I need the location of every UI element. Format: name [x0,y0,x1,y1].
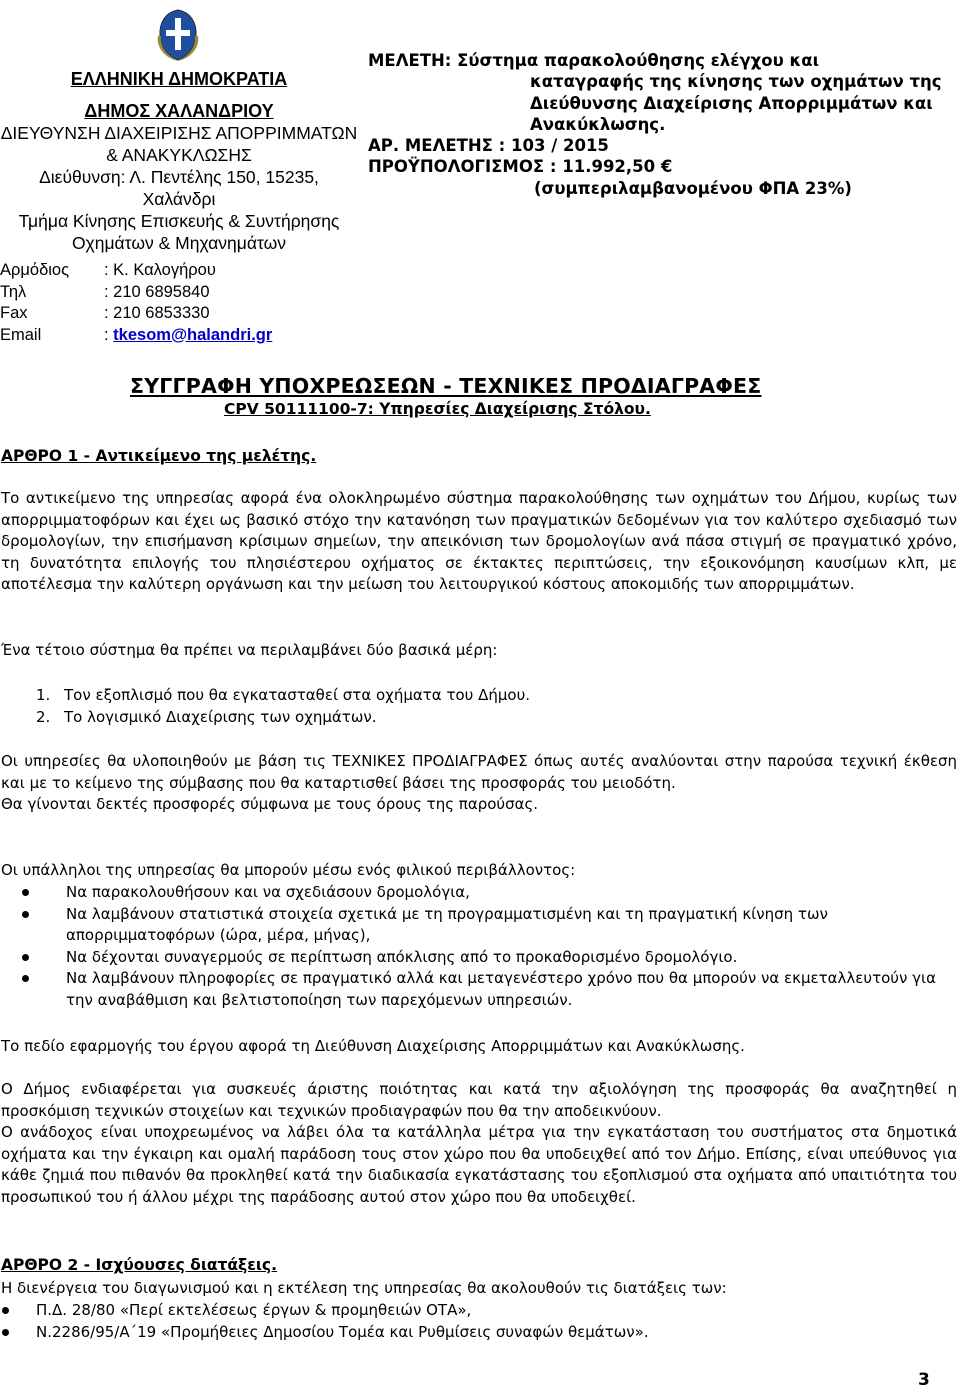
municipality-name: ΔΗΜΟΣ ΧΑΛΑΝΔΡΙΟΥ [84,101,274,121]
email-link[interactable]: tkesom@halandri.gr [113,325,273,344]
vat-note: (συμπεριλαμβανομένου ΦΠΑ 23%) [534,178,852,198]
list-item [22,904,957,947]
list-text: Π.Δ. 28/80 «Περί εκτελέσεως έργων & προμηθειών ΟΤΑ», [36,1301,472,1319]
article-1-paragraph-3 [1,751,957,816]
directorate-line-2: & ΑΝΑΚΥΚΛΩΣΗΣ [106,145,252,165]
page-number: 3 [918,1370,930,1390]
contact-label: Τηλ [0,282,27,301]
country-name: ΕΛΛΗΝΙΚΗ ΔΗΜΟΚΡΑΤΙΑ [70,69,288,89]
services-basis-text: Οι υπηρεσίες θα υλοποιηθούν με βάση τις ΤΕΧΝΙΚΕΣ ΠΡΟΔΙΑΓΡΑΦΕΣ όπως αυτές αναλύονται στην παρούσα τεχνική έκθεση και με το κείμενο της σύμβασης που θα καταρτισθεί βάσει της προσφοράς του μειοδότη. [1,752,957,792]
contact-row-fax [0,303,272,325]
list-item [0,1300,956,1322]
article-1-paragraph-6: Ο Δήμος ενδιαφέρεται για συσκευές άριστης ποιότητας και κατά την αξιολόγηση της προσφοράς θα αναζητηθεί η προσκόμιση τεχνικών στοιχείων και τεχνικών προδιαγραφών που θα την αποδεικνύουν. [1,1080,957,1120]
list-text: Να δέχονται συναγερμούς σε περίπτωση απόκλισης από το προκαθορισμένο δρομολόγιο. [66,947,738,966]
contact-details [0,260,272,346]
article-2-paragraph-1: Η διενέργεια του διαγωνισμού και η εκτέλεση της υπηρεσίας θα ακολουθούν τις διατάξεις των: [1,1279,727,1297]
parts-list [36,685,530,728]
list-item [0,1322,956,1344]
study-title-line-2: καταγραφής της κίνησης των οχημάτων της [530,72,942,92]
contact-row-responsible [0,260,272,282]
article-1-paragraph-2: Ένα τέτοιο σύστημα θα πρέπει να περιλαμβάνει δύο βασικά μέρη: [1,641,498,659]
contact-row-email [0,325,272,347]
list-text: Να παρακολουθήσουν και να σχεδιάσουν δρομολόγια, [66,883,470,901]
contact-label: Αρμόδιος [0,261,70,279]
list-text: Το λογισμικό Διαχείρισης των οχημάτων. [64,707,377,726]
bullet-icon [22,947,66,969]
list-text: Ν.2286/95/Α΄19 «Προμήθειες Δημοσίου Τομέα και Ρυθμίσεις συναφών θεμάτων». [36,1322,649,1341]
article-2-heading: ΑΡΘΡΟ 2 - Ισχύουσες διατάξεις. [1,1256,277,1274]
bullet-icon [0,1300,36,1322]
list-number: 2. [36,707,51,726]
laws-list [0,1300,956,1343]
article-1-paragraph-7: Ο ανάδοχος είναι υποχρεωμένος να λάβει όλα τα κατάλληλα μέτρα για την εγκατάσταση του συστήματος στα δημοτικά οχήματα και την έγκαιρη και ομαλή παράδοση τους στον χώρο που θα υποδειχθεί από τον Δήμο. Επίσης, είναι υπεύθυνος για κάθε ζημιά που πιθανόν θα προκληθεί κατά την διαδικασία εγκατάστασης του εξοπλισμού στα οχήματα από υπαιτιότητα του προσωπικού του ή άλλου μέχρι της παράδοσης αυτού στον χώρο που θα υποδειχθεί. [1,1123,957,1206]
department-line-2: Οχημάτων & Μηχανημάτων [71,233,287,253]
budget: ΠΡΟΫΠΟΛΟΓΙΣΜΟΣ : 11.992,50 € [368,157,673,177]
contact-value: : 210 6895840 [104,282,210,301]
greek-coat-of-arms-emblem [150,6,206,62]
abilities-list [22,882,957,1012]
list-item [22,947,957,969]
directorate-line-1: ΔΙΕΥΘΥΝΣΗ ΔΙΑΧΕΙΡΙΣΗΣ ΑΠΟΡΡΙΜΜΑΤΩΝ [0,123,358,143]
study-number: ΑΡ. ΜΕΛΕΤΗΣ : 103 / 2015 [368,136,609,156]
article-1-paragraph-5: Το πεδίο εφαρμογής του έργου αφορά τη Διεύθυνση Διαχείρισης Απορριμμάτων και Ανακύκλωσης. [1,1037,745,1055]
list-item [22,882,957,904]
contact-value: : 210 6853330 [104,304,210,322]
cpv-code: CPV 50111100-7: Υπηρεσίες Διαχείρισης Στόλου. [224,400,651,418]
list-item [36,707,530,729]
list-text: Να λαμβάνουν στατιστικά στοιχεία σχετικά με τη προγραμματισμένη και τη πραγματική κίνηση των απορριμματοφόρων (ώρα, μέρα, μήνας), [66,904,828,945]
study-title-line-4: Ανακύκλωσης. [530,114,666,134]
issuer-header [0,68,358,254]
study-title-line-1: ΜΕΛΕΤΗ: Σύστημα παρακολούθησης ελέγχου και [368,51,820,70]
article-1-paragraph-4: Οι υπάλληλοι της υπηρεσίας θα μπορούν μέσω ενός φιλικού περιβάλλοντος: [1,861,576,879]
list-text: Τον εξοπλισμό που θα εγκατασταθεί στα οχήματα του Δήμου. [64,686,531,704]
bullet-icon [22,968,66,1011]
list-item [22,968,957,1011]
offers-acceptance-text: Θα γίνονται δεκτές προσφορές σύμφωνα με τους όρους της παρούσας. [1,795,539,814]
bullet-icon [22,882,66,904]
email-prefix: : [104,325,114,344]
study-title-line-3: Διεύθυνσης Διαχείρισης Απορριμμάτων και [530,93,933,113]
department-line-1: Τμήμα Κίνησης Επισκευής & Συντήρησης [18,211,340,231]
list-item [36,685,530,707]
contact-value: : Κ. Καλογήρου [104,261,216,279]
address-line-2: Χαλάνδρι [142,189,216,209]
contact-row-phone [0,282,272,304]
contact-label: Fax [0,304,28,322]
section-title: ΣΥΓΓΡΑΦΗ ΥΠΟΧΡΕΩΣΕΩΝ - ΤΕΧΝΙΚΕΣ ΠΡΟΔΙΑΓΡΑΦΕΣ [130,374,762,398]
list-number: 1. [36,686,51,704]
address-line-1: Διεύθυνση: Λ. Πεντέλης 150, 15235, [39,167,319,187]
bullet-icon [22,904,66,947]
contact-label: Email [0,325,42,344]
article-1-heading: ΑΡΘΡΟ 1 - Αντικείμενο της μελέτης. [1,447,317,465]
bullet-icon [0,1322,36,1344]
article-1-paragraph-1: Το αντικείμενο της υπηρεσίας αφορά ένα ολοκληρωμένο σύστημα παρακολούθησης των οχημάτων του Δήμου, κυρίως των απορριμματοφόρων και έχει ως βασικό στόχο την κατανόηση των πραγματικών δεδομένων για τον καλύτερο σχεδιασμό των δρομολογίων, την επισήμανση κρίσιμων σημείων, την απεικόνιση των δρομολογίων ανά πάσα στιγμή σε πραγματικό χρόνο, τη δυνατότητα επιλογής του πλησιέστερου οχήματος σε έκτακτες περιπτώσεις, την εξοικονόμηση καυσίμων κλπ, με αποτέλεσμα την καλύτερη οργάνωση και την μείωση του λειτουργικού κόστους αποκομιδής των απορριμμάτων. [1,489,957,594]
study-header [368,50,958,199]
list-text: Να λαμβάνουν πληροφορίες σε πραγματικό αλλά και μεταγενέστερο χρόνο που θα μπορούν να εκμεταλλευτούν για την αναβάθμιση και βελτιστοποίηση των παρεχόμενων υπηρεσιών. [66,969,936,1009]
